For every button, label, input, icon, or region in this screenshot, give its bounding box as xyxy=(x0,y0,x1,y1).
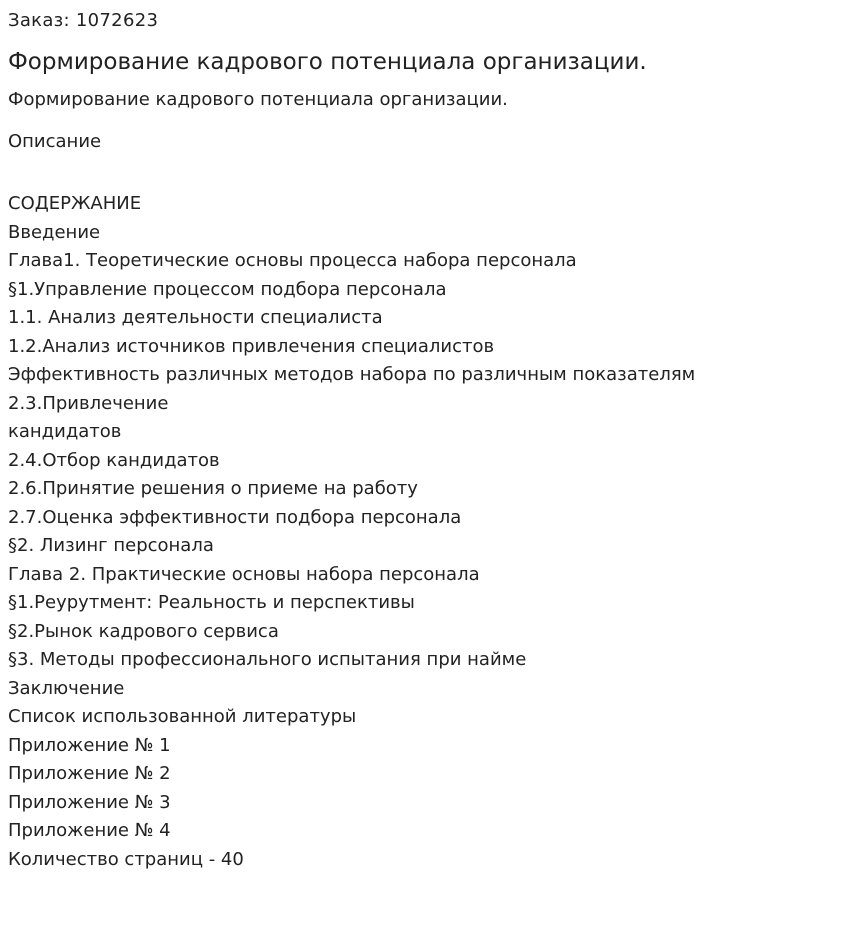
list-item: §1.Реурутмент: Реальность и перспективы xyxy=(8,592,415,613)
list-item: Эффективность различных методов набора по различным показателям xyxy=(8,364,696,385)
list-item: §2.Рынок кадрового сервиса xyxy=(8,620,279,642)
page-title: Формирование кадрового потенциала организации. xyxy=(8,49,647,75)
list-item: 2.3.Привлечение xyxy=(8,392,169,414)
list-item: Приложение № 3 xyxy=(8,791,171,813)
list-item: Глава 2. Практические основы набора персонала xyxy=(8,563,480,585)
list-item: 2.4.Отбор кандидатов xyxy=(8,449,220,471)
list-item: 2.6.Принятие решения о приеме на работу xyxy=(8,478,418,499)
list-item: 1.2.Анализ источников привлечения специалистов xyxy=(8,335,495,357)
list-item: СОДЕРЖАНИЕ xyxy=(8,193,142,214)
table-of-contents xyxy=(8,190,695,874)
list-item: Приложение № 1 xyxy=(8,734,171,756)
list-item: Список использованной литературы xyxy=(8,706,357,727)
order-number: Заказ: 1072623 xyxy=(8,10,159,31)
list-item: кандидатов xyxy=(8,421,122,442)
list-item: Приложение № 2 xyxy=(8,763,171,784)
list-item: Глава1. Теоретические основы процесса набора персонала xyxy=(8,250,577,271)
list-item: §3. Методы профессионального испытания при найме xyxy=(8,649,527,670)
list-item: Введение xyxy=(8,221,101,243)
list-item: 2.7.Оценка эффективности подбора персонала xyxy=(8,506,462,528)
description-heading: Описание xyxy=(8,131,102,152)
list-item: Количество страниц - 40 xyxy=(8,848,244,870)
page-subtitle: Формирование кадрового потенциала организации. xyxy=(8,89,508,110)
list-item: §1.Управление процессом подбора персонала xyxy=(8,278,447,300)
list-item: Заключение xyxy=(8,677,125,699)
list-item: 1.1. Анализ деятельности специалиста xyxy=(8,307,383,328)
list-item: §2. Лизинг персонала xyxy=(8,535,214,556)
list-item: Приложение № 4 xyxy=(8,820,171,841)
